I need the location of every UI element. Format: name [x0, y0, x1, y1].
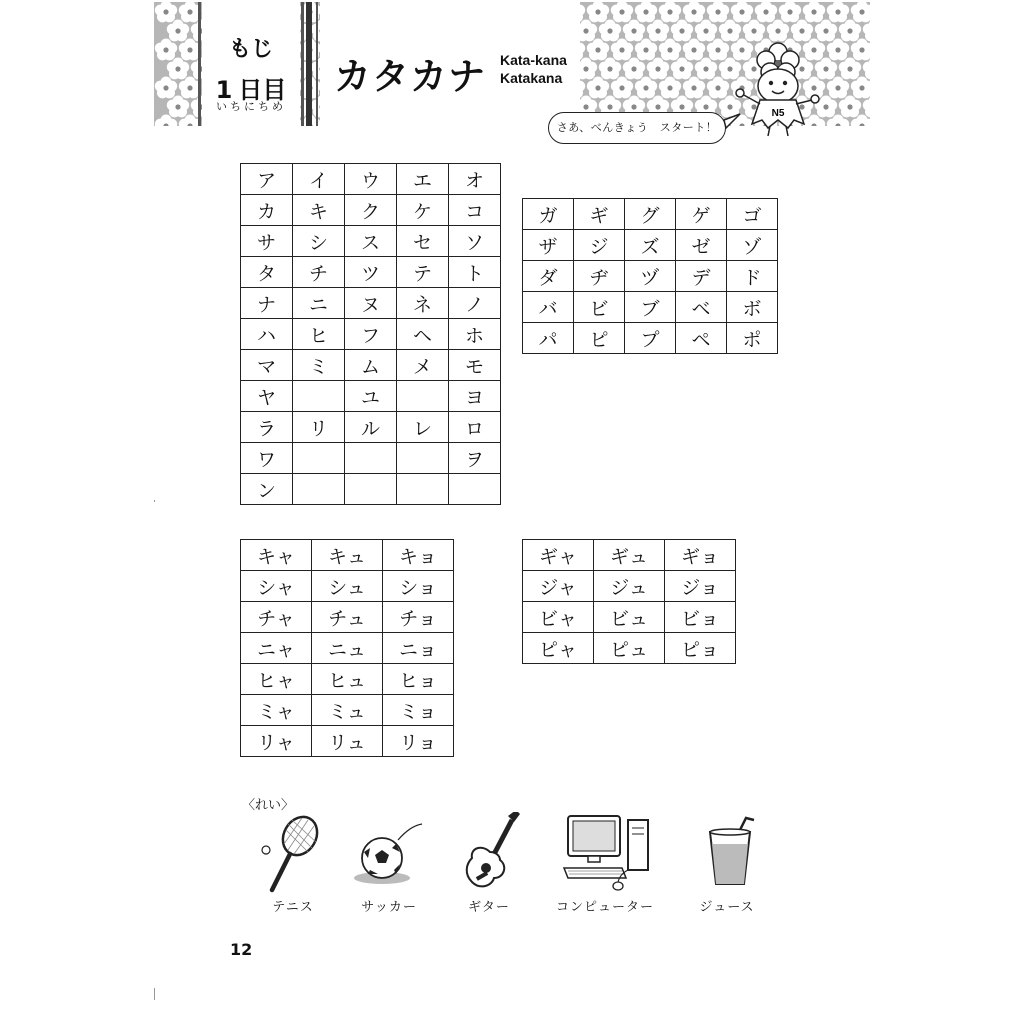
- kana-cell: ギュ: [594, 540, 665, 571]
- kana-cell: ソ: [449, 226, 501, 257]
- table-row: [241, 602, 454, 633]
- table-row: [523, 323, 778, 354]
- kana-cell: デ: [676, 261, 727, 292]
- kana-cell: エ: [397, 164, 449, 195]
- table-row: [523, 292, 778, 323]
- table-row: [523, 602, 736, 633]
- kana-cell: ジョ: [665, 571, 736, 602]
- kana-cell: ク: [345, 195, 397, 226]
- kana-cell: マ: [241, 350, 293, 381]
- kana-cell: ノ: [449, 288, 501, 319]
- table-row: [241, 726, 454, 757]
- kana-cell: ホ: [449, 319, 501, 350]
- kana-cell: ヅ: [625, 261, 676, 292]
- kana-cell: ト: [449, 257, 501, 288]
- lesson-day-reading: いちにちめ: [216, 100, 286, 113]
- kana-cell: ポ: [727, 323, 778, 354]
- kana-cell: ロ: [449, 412, 501, 443]
- kana-cell: ピョ: [665, 633, 736, 664]
- kana-cell: ピャ: [523, 633, 594, 664]
- table-row: [523, 571, 736, 602]
- margin-tick: [154, 500, 155, 502]
- kana-cell: ダ: [523, 261, 574, 292]
- table-row: [241, 350, 501, 381]
- kana-cell: プ: [625, 323, 676, 354]
- page-title: カタカナ: [334, 55, 486, 98]
- margin-tick: [154, 988, 155, 1000]
- tennis-racket-icon: [258, 812, 324, 896]
- table-row: [241, 226, 501, 257]
- kana-cell: [293, 443, 345, 474]
- kana-cell: キョ: [383, 540, 454, 571]
- table-row: [241, 288, 501, 319]
- title-romaji-1: Kata-kana: [500, 52, 567, 68]
- kana-cell: カ: [241, 195, 293, 226]
- table-row: [241, 443, 501, 474]
- kana-cell: ネ: [397, 288, 449, 319]
- dakuon-table: [522, 198, 778, 354]
- kana-cell: グ: [625, 199, 676, 230]
- kana-cell: [345, 443, 397, 474]
- kana-cell: ヒャ: [241, 664, 312, 695]
- kana-cell: モ: [449, 350, 501, 381]
- kana-cell: ヂ: [574, 261, 625, 292]
- kana-cell: ラ: [241, 412, 293, 443]
- guitar-icon: [462, 812, 528, 896]
- kana-cell: タ: [241, 257, 293, 288]
- example-label: ジュース: [699, 900, 755, 915]
- kana-cell: チュ: [312, 602, 383, 633]
- kana-cell: ハ: [241, 319, 293, 350]
- table-row: [241, 664, 454, 695]
- kana-cell: リ: [293, 412, 345, 443]
- kana-cell: [397, 381, 449, 412]
- kana-cell: ヒョ: [383, 664, 454, 695]
- kana-cell: ミュ: [312, 695, 383, 726]
- table-row: [241, 540, 454, 571]
- kana-cell: ヒ: [293, 319, 345, 350]
- lesson-box: [202, 2, 300, 126]
- kana-cell: ピュ: [594, 633, 665, 664]
- table-row: [241, 412, 501, 443]
- lesson-bar-thin: [316, 2, 318, 126]
- kana-cell: ガ: [523, 199, 574, 230]
- kana-cell: ミョ: [383, 695, 454, 726]
- kana-cell: ナ: [241, 288, 293, 319]
- kana-cell: ショ: [383, 571, 454, 602]
- table-row: [241, 633, 454, 664]
- kana-cell: コ: [449, 195, 501, 226]
- soccer-ball-icon: [350, 812, 430, 896]
- kana-cell: ビョ: [665, 602, 736, 633]
- kana-cell: ブ: [625, 292, 676, 323]
- kana-cell: パ: [523, 323, 574, 354]
- kana-cell: ア: [241, 164, 293, 195]
- kana-cell: シャ: [241, 571, 312, 602]
- kana-cell: ピ: [574, 323, 625, 354]
- kana-cell: ワ: [241, 443, 293, 474]
- kana-cell: メ: [397, 350, 449, 381]
- kana-cell: ビャ: [523, 602, 594, 633]
- table-row: [523, 230, 778, 261]
- mascot-badge: N5: [771, 108, 785, 119]
- table-row: [241, 257, 501, 288]
- kana-cell: ザ: [523, 230, 574, 261]
- kana-cell: ツ: [345, 257, 397, 288]
- table-row: [241, 474, 501, 505]
- juice-glass-icon: [698, 812, 768, 896]
- kana-cell: テ: [397, 257, 449, 288]
- kana-cell: ム: [345, 350, 397, 381]
- kana-cell: ウ: [345, 164, 397, 195]
- kana-cell: ヌ: [345, 288, 397, 319]
- kana-cell: [449, 474, 501, 505]
- example-label: サッカー: [361, 900, 417, 915]
- computer-icon: [562, 812, 654, 896]
- examples-heading: 〈れい〉: [242, 798, 295, 813]
- kana-cell: [345, 474, 397, 505]
- kana-cell: ニュ: [312, 633, 383, 664]
- kana-cell: チョ: [383, 602, 454, 633]
- kana-cell: [397, 474, 449, 505]
- table-row: [523, 540, 736, 571]
- kana-cell: [293, 381, 345, 412]
- kana-cell: キュ: [312, 540, 383, 571]
- kana-cell: ミ: [293, 350, 345, 381]
- speech-bubble: さあ、べんきょう スタート！: [548, 112, 726, 144]
- example-label: コンピューター: [555, 900, 654, 915]
- kana-cell: リャ: [241, 726, 312, 757]
- lesson-category: もじ: [228, 37, 273, 62]
- kana-cell: ゴ: [727, 199, 778, 230]
- kana-cell: キ: [293, 195, 345, 226]
- kana-cell: シュ: [312, 571, 383, 602]
- gojuon-table: [240, 163, 501, 505]
- kana-cell: ヨ: [449, 381, 501, 412]
- table-row: [241, 381, 501, 412]
- kana-cell: リョ: [383, 726, 454, 757]
- kana-cell: ケ: [397, 195, 449, 226]
- table-row: [241, 571, 454, 602]
- kana-cell: ド: [727, 261, 778, 292]
- yoon-dakuon-table: [522, 539, 736, 664]
- kana-cell: ギ: [574, 199, 625, 230]
- lesson-bar-left: [198, 2, 201, 126]
- kana-cell: ス: [345, 226, 397, 257]
- table-row: [241, 695, 454, 726]
- kana-cell: ギャ: [523, 540, 594, 571]
- kana-cell: フ: [345, 319, 397, 350]
- kana-cell: イ: [293, 164, 345, 195]
- lesson-day-number: 1: [215, 76, 233, 104]
- kana-cell: ベ: [676, 292, 727, 323]
- kana-cell: ジャ: [523, 571, 594, 602]
- kana-cell: ビュ: [594, 602, 665, 633]
- yoon-table: [240, 539, 454, 757]
- kana-cell: チ: [293, 257, 345, 288]
- kana-cell: ヤ: [241, 381, 293, 412]
- table-row: [523, 633, 736, 664]
- kana-cell: チャ: [241, 602, 312, 633]
- kana-cell: [397, 443, 449, 474]
- kana-cell: ニョ: [383, 633, 454, 664]
- lesson-bar-right: [301, 2, 304, 126]
- example-label: テニス: [272, 900, 314, 915]
- kana-cell: セ: [397, 226, 449, 257]
- page-number: 12: [230, 940, 253, 959]
- kana-cell: ヲ: [449, 443, 501, 474]
- kana-cell: ニャ: [241, 633, 312, 664]
- kana-cell: シ: [293, 226, 345, 257]
- title-romaji-2: Katakana: [500, 70, 563, 86]
- kana-cell: オ: [449, 164, 501, 195]
- table-row: [241, 319, 501, 350]
- kana-cell: ゼ: [676, 230, 727, 261]
- kana-cell: ズ: [625, 230, 676, 261]
- kana-cell: ヒュ: [312, 664, 383, 695]
- mascot-icon: [732, 38, 824, 138]
- table-row: [241, 195, 501, 226]
- table-row: [241, 164, 501, 195]
- kana-cell: ジ: [574, 230, 625, 261]
- kana-cell: サ: [241, 226, 293, 257]
- lesson-bar-thick: [306, 2, 312, 126]
- kana-cell: レ: [397, 412, 449, 443]
- table-row: [523, 261, 778, 292]
- kana-cell: ユ: [345, 381, 397, 412]
- kana-cell: ミャ: [241, 695, 312, 726]
- kana-cell: キャ: [241, 540, 312, 571]
- kana-cell: ゾ: [727, 230, 778, 261]
- kana-cell: ン: [241, 474, 293, 505]
- kana-cell: ボ: [727, 292, 778, 323]
- kana-cell: ビ: [574, 292, 625, 323]
- kana-cell: ヘ: [397, 319, 449, 350]
- example-label: ギター: [468, 900, 510, 915]
- kana-cell: リュ: [312, 726, 383, 757]
- table-row: [523, 199, 778, 230]
- kana-cell: ニ: [293, 288, 345, 319]
- kana-cell: ペ: [676, 323, 727, 354]
- kana-cell: バ: [523, 292, 574, 323]
- kana-cell: ギョ: [665, 540, 736, 571]
- kana-cell: [293, 474, 345, 505]
- kana-cell: ジュ: [594, 571, 665, 602]
- kana-cell: ゲ: [676, 199, 727, 230]
- lesson-day-label: 日目: [238, 76, 287, 104]
- kana-cell: ル: [345, 412, 397, 443]
